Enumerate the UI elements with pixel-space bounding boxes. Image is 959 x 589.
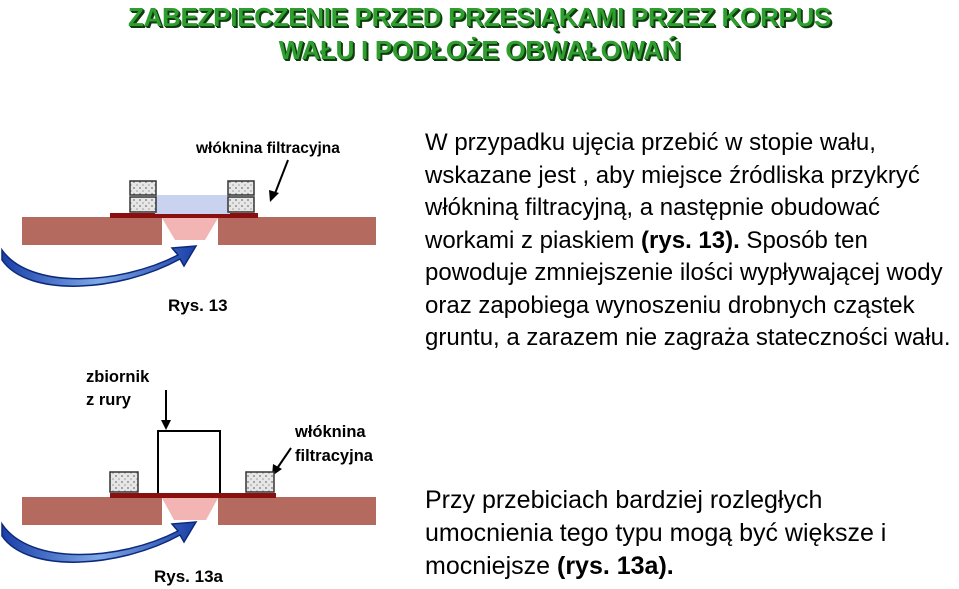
sandbag — [228, 181, 254, 195]
sandbag — [130, 181, 156, 195]
fabric-pointer — [276, 448, 291, 470]
pointer-arrowhead — [161, 420, 171, 430]
paragraph-1-text-continued: Sposób ten powoduje zmniejszenie ilości wypływającej wody oraz zapobiega wynoszeniu drobnych cząstek gruntu, a zarazem nie zagraża stateczności wału. — [425, 226, 951, 351]
paragraph-1-text: W przypadku ujęcia przebić w stopie wału, wskazane jest , aby miejsce źródliska przykryć włókniną filtracyjną, a następnie obudować workami z piaskiem — [425, 129, 920, 254]
ground-right — [218, 217, 376, 245]
fabric-label-line-2: filtracyjna — [295, 447, 373, 465]
seepage-spring — [162, 498, 218, 520]
sandbag-right-stack — [228, 181, 254, 212]
figure-13a — [2, 368, 376, 586]
water-flow-arrow — [2, 522, 196, 562]
paragraph-2 — [425, 484, 955, 583]
seepage-spring — [162, 218, 218, 240]
figure-caption-13a: Rys. 13a — [154, 567, 223, 586]
sandbag-left-stack — [130, 181, 156, 212]
slide-title-line-1: ZABEZPIECZENIE PRZED PRZESIĄKAMI PRZEZ KORPUS — [128, 2, 831, 32]
sandbag — [246, 472, 274, 492]
figure-reference-13: (rys. 13). — [641, 226, 740, 254]
paragraph-2-text: Przy przebiciach bardziej rozległych umocnienia tego typu mogą być większe i mocniejsze — [425, 486, 887, 580]
pointer-arrowhead — [269, 190, 279, 202]
filtration-fabric — [110, 493, 276, 498]
ground-left — [22, 497, 162, 525]
tank-label-line-1: zbiornik — [86, 368, 150, 386]
pipe-tank — [158, 431, 220, 494]
figure-reference-13a: (rys. 13a). — [557, 552, 674, 580]
paragraph-1 — [425, 127, 955, 355]
sandbag — [130, 197, 156, 212]
tank-label-line-2: z rury — [86, 391, 131, 409]
ground-right — [218, 497, 376, 525]
water-pool — [155, 195, 230, 214]
slide-title-line-2: WAŁU I PODŁOŻE OBWAŁOWAŃ — [278, 35, 681, 65]
fabric-pointer — [274, 160, 288, 196]
sandbag — [110, 472, 138, 492]
fabric-label: włóknina filtracyjna — [196, 140, 340, 157]
sandbag — [228, 197, 254, 212]
water-flow-arrow — [2, 246, 196, 286]
figure-caption-13: Rys. 13 — [168, 296, 228, 315]
fabric-label-line-1: włóknina — [295, 423, 366, 441]
figure-13 — [2, 140, 376, 315]
ground-left — [22, 217, 162, 245]
